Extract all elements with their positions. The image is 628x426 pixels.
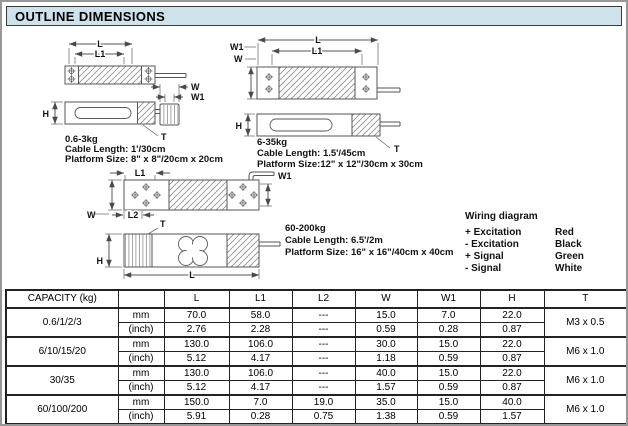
table-row (6, 395, 627, 410)
dim-label-h: H (42, 109, 49, 119)
wiring-diagram (465, 211, 584, 274)
section-title: OUTLINE DIMENSIONS (15, 8, 166, 24)
wiring-title: Wiring diagram (465, 211, 538, 222)
outline-drawings (2, 28, 628, 288)
dim-label-w: W (234, 54, 243, 64)
table-cell: 0.87 (480, 381, 544, 396)
column-header: L2 (292, 290, 355, 308)
column-header (118, 290, 164, 308)
caption-medium-platform: Platform Size:12" x 12"/30cm x 30cm (257, 159, 423, 170)
diagram-medium-loadcell (230, 35, 423, 170)
table-cell: 1.18 (355, 352, 417, 367)
table-cell: 15.0 (417, 337, 480, 352)
table-cell: 22.0 (480, 308, 544, 323)
table-cell: 0.87 (480, 352, 544, 367)
table-cell: 4.17 (229, 352, 292, 367)
table-cell: 40.0 (480, 395, 544, 410)
table-cell: 2.28 (229, 323, 292, 338)
table-cell: 4.17 (229, 381, 292, 396)
table-cell: 58.0 (229, 308, 292, 323)
table-cell: 19.0 (292, 395, 355, 410)
table-cell: 106.0 (229, 337, 292, 352)
table-cell: 15.0 (355, 308, 417, 323)
dim-label-l: L (315, 35, 321, 45)
unit-cell: mm (118, 337, 164, 352)
unit-cell: (inch) (118, 410, 164, 425)
capacity-cell: 0.6/1/2/3 (6, 308, 118, 337)
wiring-signal: + Excitation (465, 227, 522, 238)
caption-large-cable: Cable Length: 6.5'/2m (285, 235, 383, 246)
dim-label-l: L (189, 270, 195, 280)
column-header: CAPACITY (kg) (6, 290, 118, 308)
table-cell: 130.0 (164, 366, 229, 381)
table-cell: 0.75 (292, 410, 355, 425)
table-header-row (6, 290, 627, 308)
dim-label-l: L (97, 39, 103, 49)
table-cell: 130.0 (164, 337, 229, 352)
caption-small-platform: Platform Size: 8" x 8"/20cm x 20cm (65, 154, 223, 165)
unit-cell: mm (118, 366, 164, 381)
column-header: T (544, 290, 627, 308)
table-cell: --- (292, 323, 355, 338)
table-row (6, 366, 627, 381)
table-cell: --- (292, 337, 355, 352)
table-cell: 15.0 (417, 395, 480, 410)
caption-large-platform: Platform Size: 16" x 16"/40cm x 40cm (285, 247, 454, 258)
diagram-small-loadcell (43, 39, 223, 165)
table-cell: 0.87 (480, 323, 544, 338)
dim-label-l1: L1 (94, 49, 106, 59)
caption-small-cable: Cable Length: 1'/30cm (65, 144, 166, 155)
column-header: W1 (417, 290, 480, 308)
table-row (6, 337, 627, 352)
dim-label-t: T (161, 132, 167, 142)
table-cell: 0.59 (417, 410, 480, 425)
unit-cell: (inch) (118, 381, 164, 396)
section-header (6, 6, 622, 26)
column-header: L1 (229, 290, 292, 308)
table-cell: 150.0 (164, 395, 229, 410)
table-cell: 0.59 (355, 323, 417, 338)
table-cell: 70.0 (164, 308, 229, 323)
table-cell: 5.91 (164, 410, 229, 425)
dim-label-l1: L1 (311, 46, 323, 56)
thread-cell: M3 x 0.5 (544, 308, 627, 337)
wiring-color: Green (555, 251, 584, 262)
wiring-color: Red (555, 227, 574, 238)
thread-cell: M6 x 1.0 (544, 366, 627, 395)
unit-cell: (inch) (118, 323, 164, 338)
wiring-signal: - Excitation (465, 239, 519, 250)
capacity-cell: 30/35 (6, 366, 118, 395)
table-cell: --- (292, 308, 355, 323)
caption-medium-capacity: 6-35kg (257, 137, 288, 148)
dimensions-table (5, 289, 628, 425)
wiring-signal: + Signal (465, 251, 504, 262)
table-cell: 5.12 (164, 352, 229, 367)
table-cell: 40.0 (355, 366, 417, 381)
dim-label-w: W (191, 82, 200, 92)
dim-label-w1: W1 (230, 42, 244, 52)
table-cell: 2.76 (164, 323, 229, 338)
table-cell: 1.57 (355, 381, 417, 396)
table-cell: 106.0 (229, 366, 292, 381)
table-cell: 5.12 (164, 381, 229, 396)
table-cell: 35.0 (355, 395, 417, 410)
table-cell: --- (292, 366, 355, 381)
table-cell: 22.0 (480, 337, 544, 352)
dim-label-l2: L2 (127, 210, 139, 220)
caption-large-capacity: 60-200kg (285, 223, 326, 234)
dim-label-w1: W1 (191, 92, 205, 102)
capacity-cell: 6/10/15/20 (6, 337, 118, 366)
column-header: L (164, 290, 229, 308)
wiring-signal: - Signal (465, 263, 502, 274)
unit-cell: mm (118, 395, 164, 410)
table-row (6, 308, 627, 323)
wiring-color: Black (555, 239, 582, 250)
table-cell: 0.28 (417, 323, 480, 338)
thread-cell: M6 x 1.0 (544, 395, 627, 424)
dim-label-t: T (160, 219, 166, 229)
diagram-large-loadcell (87, 168, 454, 280)
table-cell: 7.0 (229, 395, 292, 410)
unit-cell: mm (118, 308, 164, 323)
table-cell: 0.59 (417, 381, 480, 396)
column-header: W (355, 290, 417, 308)
capacity-cell: 60/100/200 (6, 395, 118, 424)
thread-cell: M6 x 1.0 (544, 337, 627, 366)
caption-medium-cable: Cable Length: 1.5'/45cm (257, 148, 366, 159)
table-cell: --- (292, 352, 355, 367)
table-cell: 1.38 (355, 410, 417, 425)
dim-label-l1: L1 (134, 168, 146, 178)
table-cell: 22.0 (480, 366, 544, 381)
table-cell: 0.28 (229, 410, 292, 425)
table-cell: 7.0 (417, 308, 480, 323)
dim-label-h: H (235, 121, 242, 131)
dim-label-t: T (394, 144, 400, 154)
column-header: H (480, 290, 544, 308)
unit-cell: (inch) (118, 352, 164, 367)
table-cell: 1.57 (480, 410, 544, 425)
table-cell: 15.0 (417, 366, 480, 381)
dim-label-w: W (87, 210, 96, 220)
dim-label-h: H (96, 256, 103, 266)
caption-small-capacity: 0.6-3kg (65, 134, 98, 145)
dim-label-w1: W1 (278, 171, 292, 181)
table-cell: 0.59 (417, 352, 480, 367)
table-cell: 30.0 (355, 337, 417, 352)
table-cell: --- (292, 381, 355, 396)
wiring-color: White (555, 263, 583, 274)
